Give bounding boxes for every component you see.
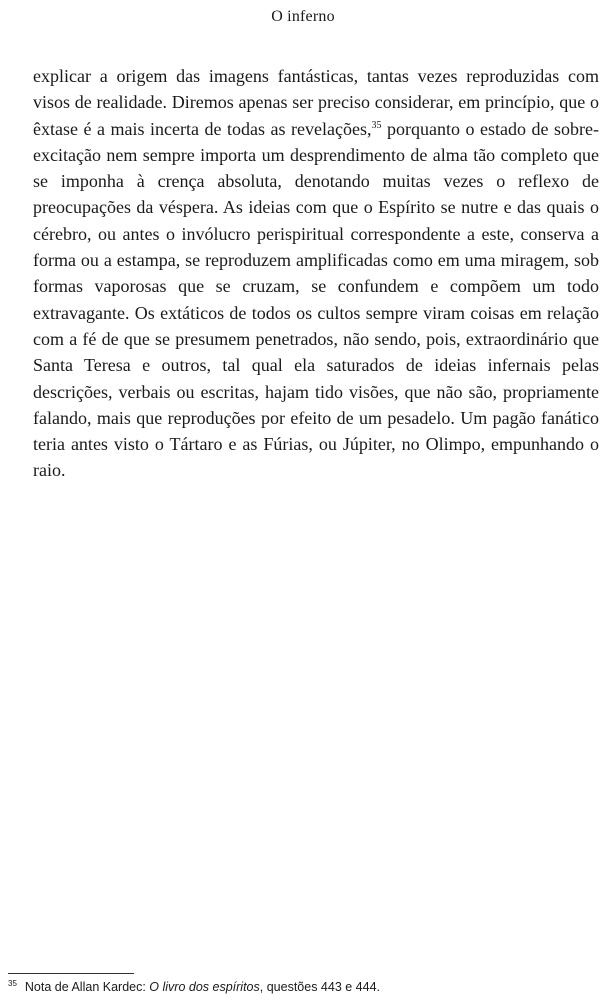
footnote-book-title: O livro dos espíritos [149, 980, 260, 994]
running-header: O inferno [271, 8, 335, 25]
body-paragraph [33, 63, 599, 484]
footnote-lead: Nota de Allan Kardec: [24, 980, 150, 994]
body-text-part-2: porquanto o estado de sobre-excitação nem sempre importa um desprendimento de alma tão completo que se imponha à crença absoluta, denotando muitas vezes o reflexo de preocupações da véspera. As ideias com que o Espírito se nutre e das quais o cérebro, ou antes o invólucro perispiritual correspondente a este, conserva a forma ou a estampa, se reproduzem amplificadas como em uma miragem, sob formas vaporosas que se cruzam, se confundem e compõem um todo extravagante. Os extáticos de todos os cultos sempre viram coisas em relação com a fé de que se presumem penetrados, não sendo, pois, extraordinário que Santa Teresa e outros, tal qual ela saturados de ideias infernais pelas descrições, verbais ou escritas, hajam tido visões, que não são, propriamente falando, mais que reproduções por efeito de um pesadelo. Um pagão fanático teria antes visto o Tártaro e as Fúrias, ou Júpiter, no Olimpo, empunhando o raio. [33, 118, 599, 481]
footnote-divider [8, 973, 134, 974]
footnote [8, 979, 598, 995]
footnote-reference[interactable]: 35 [371, 119, 382, 131]
body-text-part-1: explicar a origem das imagens fantásticas, tantas vezes reproduzidas com visos de realidade. Diremos apenas ser preciso considerar, em princípio, que o êxtase é a mais incerta de todas as revelações, [33, 66, 599, 139]
footnote-number: 35 [8, 978, 17, 988]
footnote-tail: , questões 443 e 444. [259, 980, 380, 994]
